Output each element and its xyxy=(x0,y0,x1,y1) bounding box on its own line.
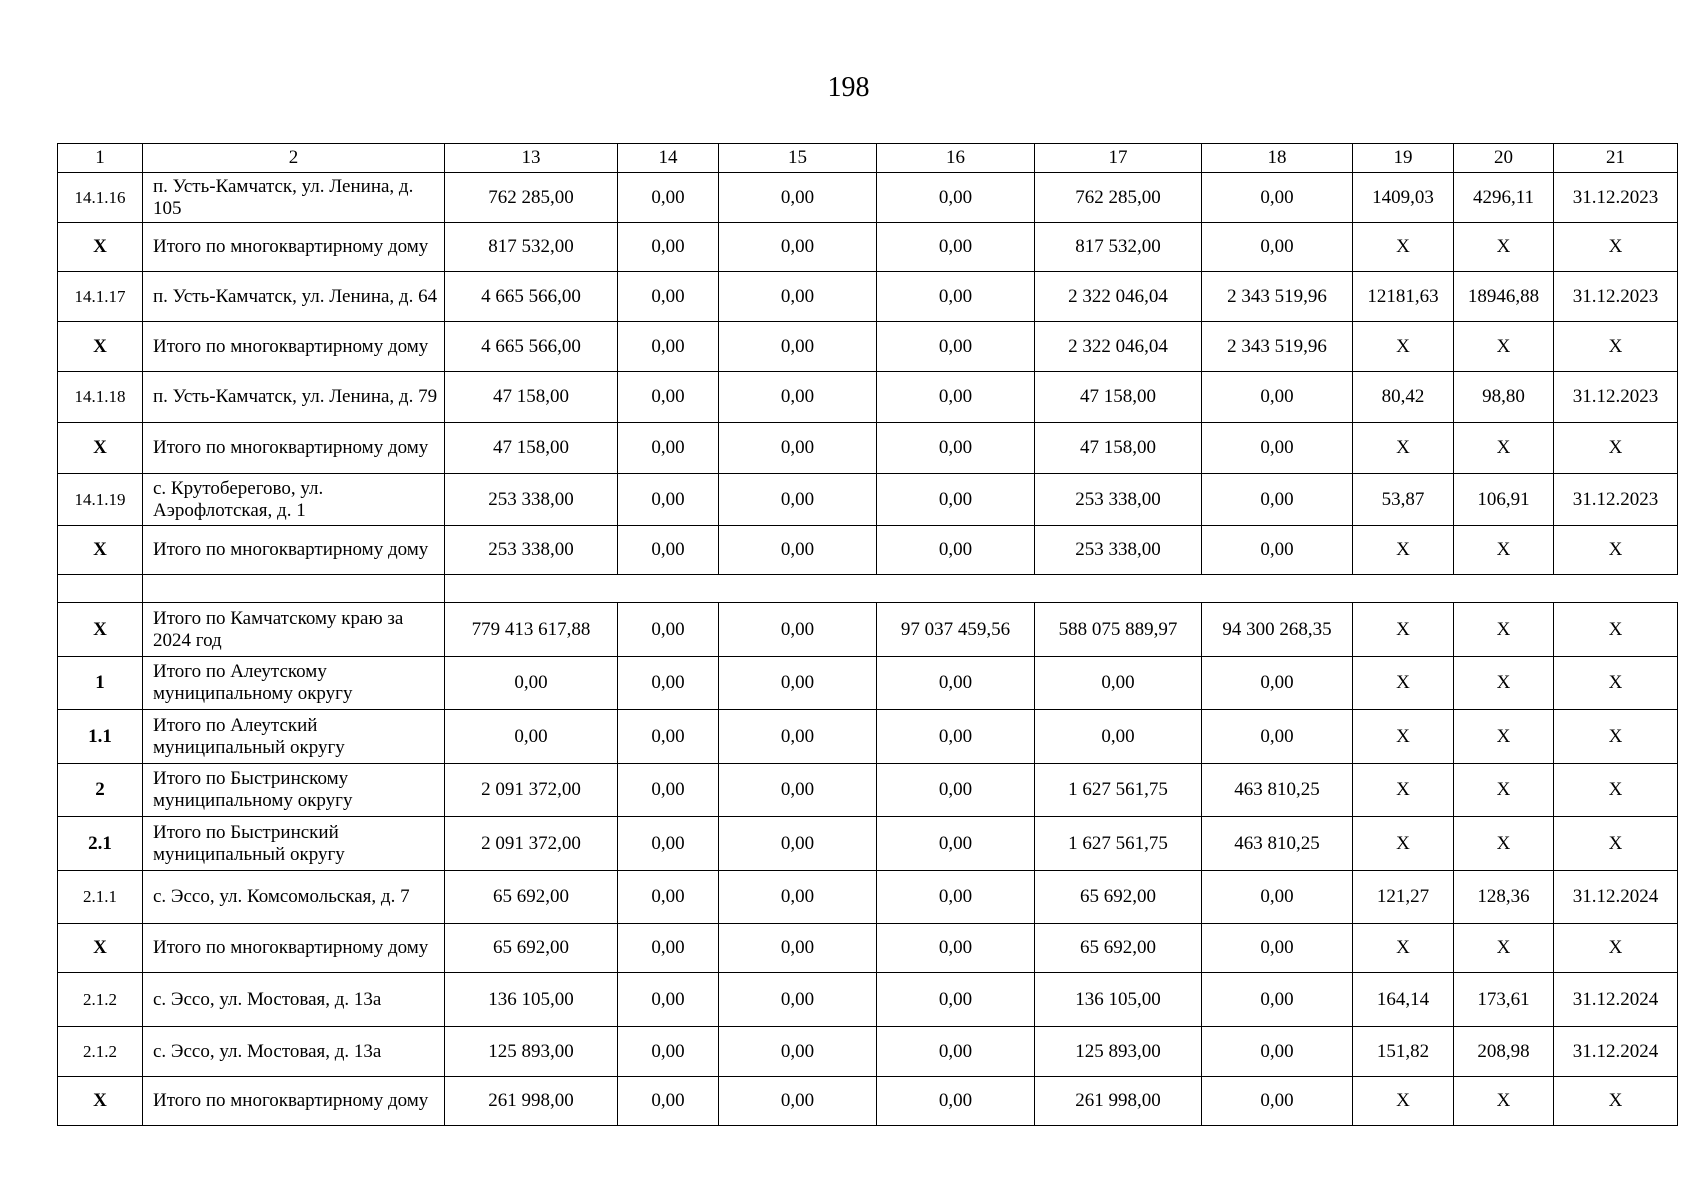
value-cell-col-18: 0,00 xyxy=(1202,710,1353,764)
value-cell-col-15: 0,00 xyxy=(719,1077,877,1126)
value-cell-col-15: 0,00 xyxy=(719,272,877,322)
value-cell-col-21: X xyxy=(1554,817,1678,871)
value-cell-col-18: 0,00 xyxy=(1202,423,1353,474)
table-row xyxy=(58,526,1678,575)
value-cell-col-14: 0,00 xyxy=(618,710,719,764)
value-cell-col-15: 0,00 xyxy=(719,871,877,924)
table-row xyxy=(58,817,1678,871)
value-cell-col-21: X xyxy=(1554,657,1678,710)
value-cell-col-15: 0,00 xyxy=(719,322,877,372)
row-number-cell: 14.1.16 xyxy=(58,173,143,223)
value-cell-col-21: X xyxy=(1554,710,1678,764)
value-cell-col-16: 0,00 xyxy=(877,924,1035,973)
value-cell-col-13: 4 665 566,00 xyxy=(445,322,618,372)
data-table xyxy=(57,143,1678,1126)
spacer-row xyxy=(58,575,1678,603)
value-cell-col-19: X xyxy=(1353,526,1454,575)
value-cell-col-19: X xyxy=(1353,223,1454,272)
address-cell: Итого по многоквартирному дому xyxy=(143,423,445,474)
address-cell: Итого по многоквартирному дому xyxy=(143,223,445,272)
address-cell: Итого по Быстринскому муниципальному округу xyxy=(143,764,445,817)
value-cell-col-16: 0,00 xyxy=(877,223,1035,272)
value-cell-col-15: 0,00 xyxy=(719,973,877,1027)
value-cell-col-17: 125 893,00 xyxy=(1035,1027,1202,1077)
value-cell-col-21: X xyxy=(1554,223,1678,272)
value-cell-col-14: 0,00 xyxy=(618,764,719,817)
value-cell-col-18: 0,00 xyxy=(1202,924,1353,973)
spacer-cell xyxy=(445,575,1678,603)
value-cell-col-13: 253 338,00 xyxy=(445,474,618,526)
header-cell: 2 xyxy=(143,144,445,173)
value-cell-col-15: 0,00 xyxy=(719,173,877,223)
value-cell-col-20: 173,61 xyxy=(1454,973,1554,1027)
value-cell-col-19: 1409,03 xyxy=(1353,173,1454,223)
value-cell-col-14: 0,00 xyxy=(618,973,719,1027)
value-cell-col-14: 0,00 xyxy=(618,1077,719,1126)
value-cell-col-19: 151,82 xyxy=(1353,1027,1454,1077)
value-cell-col-19: X xyxy=(1353,423,1454,474)
row-number-cell: 2.1.2 xyxy=(58,1027,143,1077)
table-row xyxy=(58,223,1678,272)
value-cell-col-21: X xyxy=(1554,526,1678,575)
value-cell-col-18: 2 343 519,96 xyxy=(1202,272,1353,322)
value-cell-col-15: 0,00 xyxy=(719,474,877,526)
value-cell-col-21: X xyxy=(1554,603,1678,657)
value-cell-col-13: 253 338,00 xyxy=(445,526,618,575)
value-cell-col-13: 47 158,00 xyxy=(445,372,618,423)
value-cell-col-16: 0,00 xyxy=(877,322,1035,372)
value-cell-col-21: X xyxy=(1554,423,1678,474)
value-cell-col-14: 0,00 xyxy=(618,817,719,871)
header-cell: 13 xyxy=(445,144,618,173)
value-cell-col-15: 0,00 xyxy=(719,223,877,272)
value-cell-col-19: 12181,63 xyxy=(1353,272,1454,322)
value-cell-col-14: 0,00 xyxy=(618,223,719,272)
table-row xyxy=(58,924,1678,973)
address-cell: Итого по Камчатскому краю за 2024 год xyxy=(143,603,445,657)
address-cell: п. Усть-Камчатск, ул. Ленина, д. 105 xyxy=(143,173,445,223)
header-cell: 14 xyxy=(618,144,719,173)
value-cell-col-19: X xyxy=(1353,764,1454,817)
value-cell-col-13: 762 285,00 xyxy=(445,173,618,223)
table-row xyxy=(58,1077,1678,1126)
value-cell-col-21: 31.12.2023 xyxy=(1554,272,1678,322)
value-cell-col-17: 1 627 561,75 xyxy=(1035,817,1202,871)
table-row xyxy=(58,764,1678,817)
value-cell-col-17: 2 322 046,04 xyxy=(1035,272,1202,322)
row-number-cell: X xyxy=(58,223,143,272)
address-cell: Итого по Алеутскому муниципальному округу xyxy=(143,657,445,710)
value-cell-col-20: X xyxy=(1454,423,1554,474)
row-number-cell: 1 xyxy=(58,657,143,710)
value-cell-col-14: 0,00 xyxy=(618,272,719,322)
value-cell-col-19: 164,14 xyxy=(1353,973,1454,1027)
value-cell-col-13: 0,00 xyxy=(445,710,618,764)
value-cell-col-18: 0,00 xyxy=(1202,657,1353,710)
table-row xyxy=(58,603,1678,657)
address-cell: с. Эссо, ул. Комсомольская, д. 7 xyxy=(143,871,445,924)
address-cell: Итого по многоквартирному дому xyxy=(143,924,445,973)
value-cell-col-13: 2 091 372,00 xyxy=(445,764,618,817)
table-row xyxy=(58,173,1678,223)
value-cell-col-14: 0,00 xyxy=(618,871,719,924)
value-cell-col-17: 1 627 561,75 xyxy=(1035,764,1202,817)
value-cell-col-17: 253 338,00 xyxy=(1035,474,1202,526)
address-cell: с. Эссо, ул. Мостовая, д. 13а xyxy=(143,973,445,1027)
value-cell-col-16: 0,00 xyxy=(877,372,1035,423)
row-number-cell: X xyxy=(58,322,143,372)
value-cell-col-13: 136 105,00 xyxy=(445,973,618,1027)
value-cell-col-15: 0,00 xyxy=(719,603,877,657)
value-cell-col-16: 0,00 xyxy=(877,272,1035,322)
row-number-cell: X xyxy=(58,526,143,575)
value-cell-col-17: 65 692,00 xyxy=(1035,924,1202,973)
header-cell: 18 xyxy=(1202,144,1353,173)
value-cell-col-13: 47 158,00 xyxy=(445,423,618,474)
value-cell-col-13: 2 091 372,00 xyxy=(445,817,618,871)
value-cell-col-19: X xyxy=(1353,817,1454,871)
value-cell-col-20: X xyxy=(1454,657,1554,710)
value-cell-col-20: X xyxy=(1454,710,1554,764)
value-cell-col-13: 125 893,00 xyxy=(445,1027,618,1077)
value-cell-col-21: X xyxy=(1554,764,1678,817)
value-cell-col-16: 0,00 xyxy=(877,710,1035,764)
table-row xyxy=(58,973,1678,1027)
row-number-cell: 2.1.1 xyxy=(58,871,143,924)
value-cell-col-21: X xyxy=(1554,1077,1678,1126)
value-cell-col-19: 121,27 xyxy=(1353,871,1454,924)
value-cell-col-17: 2 322 046,04 xyxy=(1035,322,1202,372)
value-cell-col-17: 588 075 889,97 xyxy=(1035,603,1202,657)
value-cell-col-18: 2 343 519,96 xyxy=(1202,322,1353,372)
table-row xyxy=(58,871,1678,924)
value-cell-col-17: 0,00 xyxy=(1035,657,1202,710)
value-cell-col-19: 80,42 xyxy=(1353,372,1454,423)
value-cell-col-18: 0,00 xyxy=(1202,223,1353,272)
row-number-cell: 14.1.18 xyxy=(58,372,143,423)
value-cell-col-21: 31.12.2024 xyxy=(1554,1027,1678,1077)
value-cell-col-20: X xyxy=(1454,924,1554,973)
table-row xyxy=(58,372,1678,423)
address-cell: Итого по Алеутский муниципальный округу xyxy=(143,710,445,764)
value-cell-col-13: 65 692,00 xyxy=(445,871,618,924)
value-cell-col-14: 0,00 xyxy=(618,474,719,526)
value-cell-col-17: 261 998,00 xyxy=(1035,1077,1202,1126)
value-cell-col-18: 0,00 xyxy=(1202,871,1353,924)
address-cell: п. Усть-Камчатск, ул. Ленина, д. 64 xyxy=(143,272,445,322)
value-cell-col-18: 0,00 xyxy=(1202,173,1353,223)
value-cell-col-14: 0,00 xyxy=(618,423,719,474)
value-cell-col-18: 0,00 xyxy=(1202,474,1353,526)
value-cell-col-20: X xyxy=(1454,817,1554,871)
value-cell-col-19: X xyxy=(1353,1077,1454,1126)
value-cell-col-15: 0,00 xyxy=(719,764,877,817)
table-row xyxy=(58,272,1678,322)
value-cell-col-14: 0,00 xyxy=(618,924,719,973)
value-cell-col-18: 0,00 xyxy=(1202,1077,1353,1126)
value-cell-col-18: 0,00 xyxy=(1202,526,1353,575)
value-cell-col-16: 0,00 xyxy=(877,1027,1035,1077)
value-cell-col-19: 53,87 xyxy=(1353,474,1454,526)
value-cell-col-16: 0,00 xyxy=(877,657,1035,710)
row-number-cell: X xyxy=(58,1077,143,1126)
value-cell-col-15: 0,00 xyxy=(719,924,877,973)
row-number-cell: 1.1 xyxy=(58,710,143,764)
value-cell-col-20: 18946,88 xyxy=(1454,272,1554,322)
value-cell-col-17: 762 285,00 xyxy=(1035,173,1202,223)
value-cell-col-16: 0,00 xyxy=(877,764,1035,817)
value-cell-col-21: X xyxy=(1554,322,1678,372)
value-cell-col-18: 463 810,25 xyxy=(1202,817,1353,871)
value-cell-col-17: 47 158,00 xyxy=(1035,372,1202,423)
row-number-cell: X xyxy=(58,924,143,973)
value-cell-col-16: 0,00 xyxy=(877,871,1035,924)
value-cell-col-19: X xyxy=(1353,924,1454,973)
value-cell-col-14: 0,00 xyxy=(618,1027,719,1077)
row-number-cell: 14.1.19 xyxy=(58,474,143,526)
value-cell-col-17: 47 158,00 xyxy=(1035,423,1202,474)
value-cell-col-20: X xyxy=(1454,603,1554,657)
value-cell-col-21: 31.12.2023 xyxy=(1554,474,1678,526)
value-cell-col-15: 0,00 xyxy=(719,817,877,871)
value-cell-col-16: 0,00 xyxy=(877,1077,1035,1126)
value-cell-col-15: 0,00 xyxy=(719,710,877,764)
value-cell-col-14: 0,00 xyxy=(618,322,719,372)
address-cell: Итого по многоквартирному дому xyxy=(143,1077,445,1126)
value-cell-col-14: 0,00 xyxy=(618,526,719,575)
value-cell-col-13: 0,00 xyxy=(445,657,618,710)
spacer-cell xyxy=(143,575,445,603)
value-cell-col-16: 0,00 xyxy=(877,474,1035,526)
value-cell-col-20: X xyxy=(1454,1077,1554,1126)
value-cell-col-14: 0,00 xyxy=(618,173,719,223)
row-number-cell: 2.1.2 xyxy=(58,973,143,1027)
value-cell-col-20: X xyxy=(1454,322,1554,372)
address-cell: Итого по Быстринский муниципальный округу xyxy=(143,817,445,871)
value-cell-col-13: 261 998,00 xyxy=(445,1077,618,1126)
value-cell-col-19: X xyxy=(1353,710,1454,764)
value-cell-col-16: 0,00 xyxy=(877,817,1035,871)
header-cell: 20 xyxy=(1454,144,1554,173)
value-cell-col-16: 0,00 xyxy=(877,973,1035,1027)
table-header-row xyxy=(58,144,1678,173)
value-cell-col-19: X xyxy=(1353,322,1454,372)
page-number: 198 xyxy=(827,72,870,103)
header-cell: 16 xyxy=(877,144,1035,173)
row-number-cell: X xyxy=(58,423,143,474)
table-row xyxy=(58,657,1678,710)
value-cell-col-17: 253 338,00 xyxy=(1035,526,1202,575)
value-cell-col-21: 31.12.2024 xyxy=(1554,871,1678,924)
value-cell-col-15: 0,00 xyxy=(719,526,877,575)
table-row xyxy=(58,474,1678,526)
value-cell-col-20: 128,36 xyxy=(1454,871,1554,924)
value-cell-col-16: 97 037 459,56 xyxy=(877,603,1035,657)
table-row xyxy=(58,710,1678,764)
address-cell: Итого по многоквартирному дому xyxy=(143,526,445,575)
value-cell-col-17: 136 105,00 xyxy=(1035,973,1202,1027)
value-cell-col-17: 65 692,00 xyxy=(1035,871,1202,924)
table-body xyxy=(58,144,1678,1126)
value-cell-col-15: 0,00 xyxy=(719,372,877,423)
value-cell-col-14: 0,00 xyxy=(618,372,719,423)
value-cell-col-15: 0,00 xyxy=(719,1027,877,1077)
value-cell-col-16: 0,00 xyxy=(877,526,1035,575)
value-cell-col-18: 94 300 268,35 xyxy=(1202,603,1353,657)
value-cell-col-18: 463 810,25 xyxy=(1202,764,1353,817)
value-cell-col-18: 0,00 xyxy=(1202,973,1353,1027)
header-cell: 17 xyxy=(1035,144,1202,173)
address-cell: с. Эссо, ул. Мостовая, д. 13а xyxy=(143,1027,445,1077)
value-cell-col-13: 817 532,00 xyxy=(445,223,618,272)
value-cell-col-15: 0,00 xyxy=(719,423,877,474)
address-cell: п. Усть-Камчатск, ул. Ленина, д. 79 xyxy=(143,372,445,423)
value-cell-col-14: 0,00 xyxy=(618,657,719,710)
value-cell-col-19: X xyxy=(1353,657,1454,710)
value-cell-col-16: 0,00 xyxy=(877,173,1035,223)
header-cell: 19 xyxy=(1353,144,1454,173)
value-cell-col-15: 0,00 xyxy=(719,657,877,710)
address-cell: Итого по многоквартирному дому xyxy=(143,322,445,372)
value-cell-col-20: 98,80 xyxy=(1454,372,1554,423)
address-cell: с. Крутоберегово, ул. Аэрофлотская, д. 1 xyxy=(143,474,445,526)
value-cell-col-21: X xyxy=(1554,924,1678,973)
value-cell-col-20: X xyxy=(1454,526,1554,575)
value-cell-col-20: X xyxy=(1454,223,1554,272)
row-number-cell: 2 xyxy=(58,764,143,817)
header-cell: 15 xyxy=(719,144,877,173)
value-cell-col-19: X xyxy=(1353,603,1454,657)
value-cell-col-21: 31.12.2023 xyxy=(1554,372,1678,423)
value-cell-col-13: 779 413 617,88 xyxy=(445,603,618,657)
table-row xyxy=(58,1027,1678,1077)
table-row xyxy=(58,423,1678,474)
header-cell: 1 xyxy=(58,144,143,173)
value-cell-col-13: 65 692,00 xyxy=(445,924,618,973)
spacer-cell xyxy=(58,575,143,603)
row-number-cell: X xyxy=(58,603,143,657)
header-cell: 21 xyxy=(1554,144,1678,173)
value-cell-col-20: 4296,11 xyxy=(1454,173,1554,223)
value-cell-col-21: 31.12.2024 xyxy=(1554,973,1678,1027)
row-number-cell: 2.1 xyxy=(58,817,143,871)
value-cell-col-16: 0,00 xyxy=(877,423,1035,474)
value-cell-col-20: 208,98 xyxy=(1454,1027,1554,1077)
row-number-cell: 14.1.17 xyxy=(58,272,143,322)
value-cell-col-17: 817 532,00 xyxy=(1035,223,1202,272)
value-cell-col-13: 4 665 566,00 xyxy=(445,272,618,322)
value-cell-col-20: 106,91 xyxy=(1454,474,1554,526)
value-cell-col-18: 0,00 xyxy=(1202,372,1353,423)
value-cell-col-18: 0,00 xyxy=(1202,1027,1353,1077)
value-cell-col-17: 0,00 xyxy=(1035,710,1202,764)
value-cell-col-21: 31.12.2023 xyxy=(1554,173,1678,223)
value-cell-col-14: 0,00 xyxy=(618,603,719,657)
table-row xyxy=(58,322,1678,372)
value-cell-col-20: X xyxy=(1454,764,1554,817)
